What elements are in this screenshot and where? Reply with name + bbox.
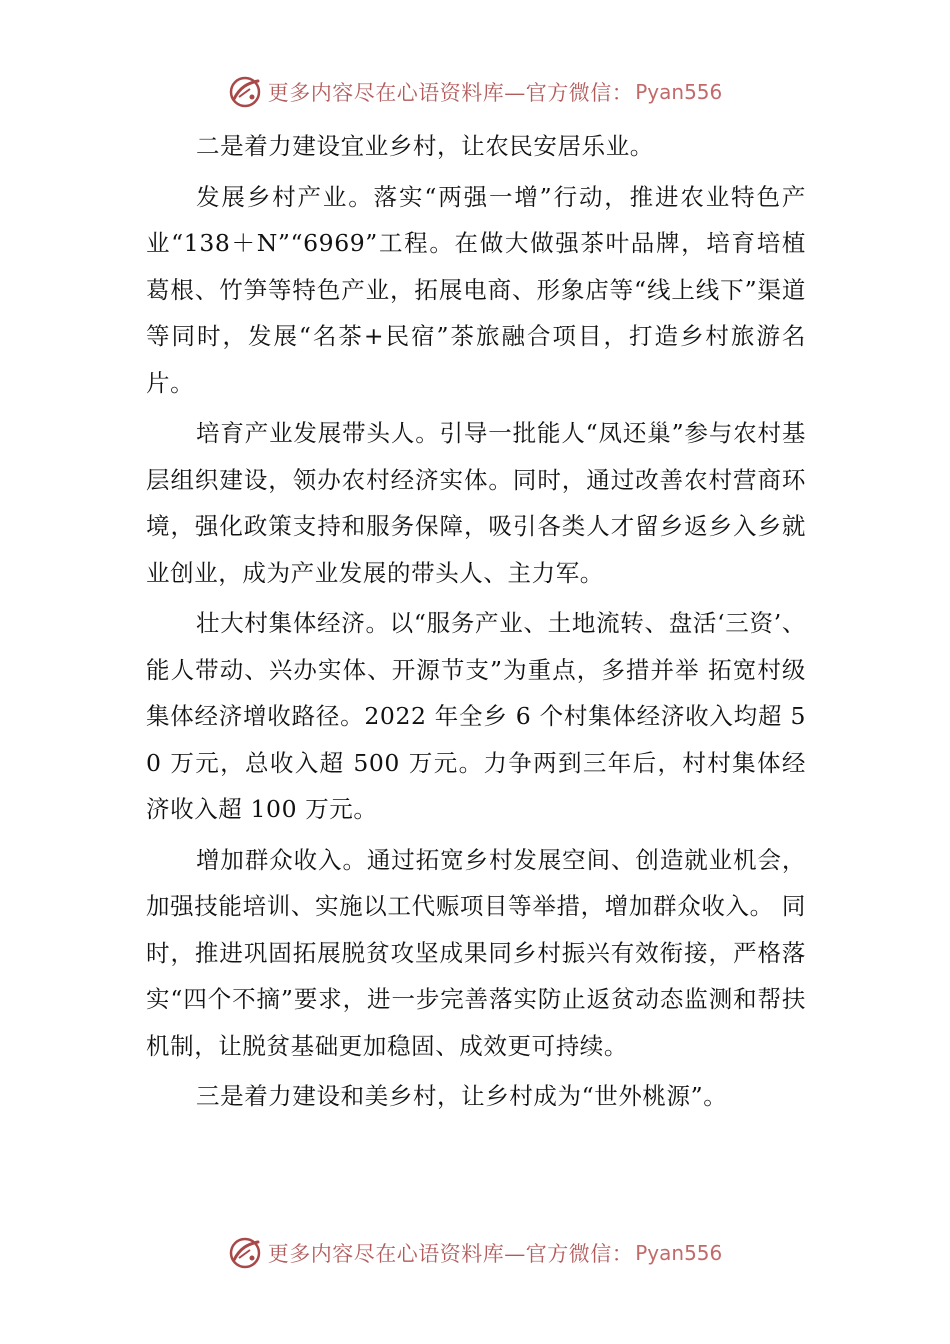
watermark-footer (0, 1231, 950, 1275)
paragraph: 三是着力建设和美乡村，让乡村成为“世外桃源”。 (196, 1082, 728, 1110)
paragraph: 发展乡村产业。落实“两强一增”行动，推进农业特色产业“138＋N”“6969”工程。在做大做强茶叶品牌，培育培植葛根、竹笋等特色产业，拓展电商、形象店等“线上线下”渠道等同时，发展“名茶+民宿”茶旅融合项目，打造乡村旅游名片。 (146, 182, 806, 397)
document-body (146, 123, 806, 1124)
watermark-wechat-id: Pyan556 (635, 80, 723, 104)
paragraph: 增加群众收入。通过拓宽乡村发展空间、创造就业机会，加强技能培训、实施以工代赈项目等举措，增加群众收入。 同时，推进巩固拓展脱贫攻坚成果同乡村振兴有效衔接，严格落实“四个不摘”要求，进一步完善落实防止返贫动态监测和帮扶机制，让脱贫基础更加稳固、成效更可持续。 (146, 845, 806, 1060)
logo-icon (228, 1236, 262, 1270)
watermark-text: 更多内容尽在心语资料库—官方微信： (267, 1242, 634, 1266)
watermark-header (0, 70, 950, 114)
paragraph: 壮大村集体经济。以“服务产业、土地流转、盘活‘三资’、能人带动、兴办实体、开源节支”为重点，多措并举 拓宽村级集体经济增收路径。2022 年全乡 6 个村集体经济收入均超 50 万元，总收入超 500 万元。力争两到三年后，村村集体经济收入超 100 万元。 (146, 609, 806, 823)
watermark-text: 更多内容尽在心语资料库—官方微信： (267, 81, 634, 105)
paragraph: 培育产业发展带头人。引导一批能人“凤还巢”参与农村基层组织建设，领办农村经济实体。同时，通过改善农村营商环境，强化政策支持和服务保障，吸引各类人才留乡返乡入乡就业创业，成为产业发展的带头人、主力军。 (146, 419, 806, 587)
watermark-wechat-id: Pyan556 (635, 1241, 723, 1265)
paragraph: 二是着力建设宜业乡村，让农民安居乐业。 (196, 132, 654, 160)
logo-icon (228, 75, 262, 109)
